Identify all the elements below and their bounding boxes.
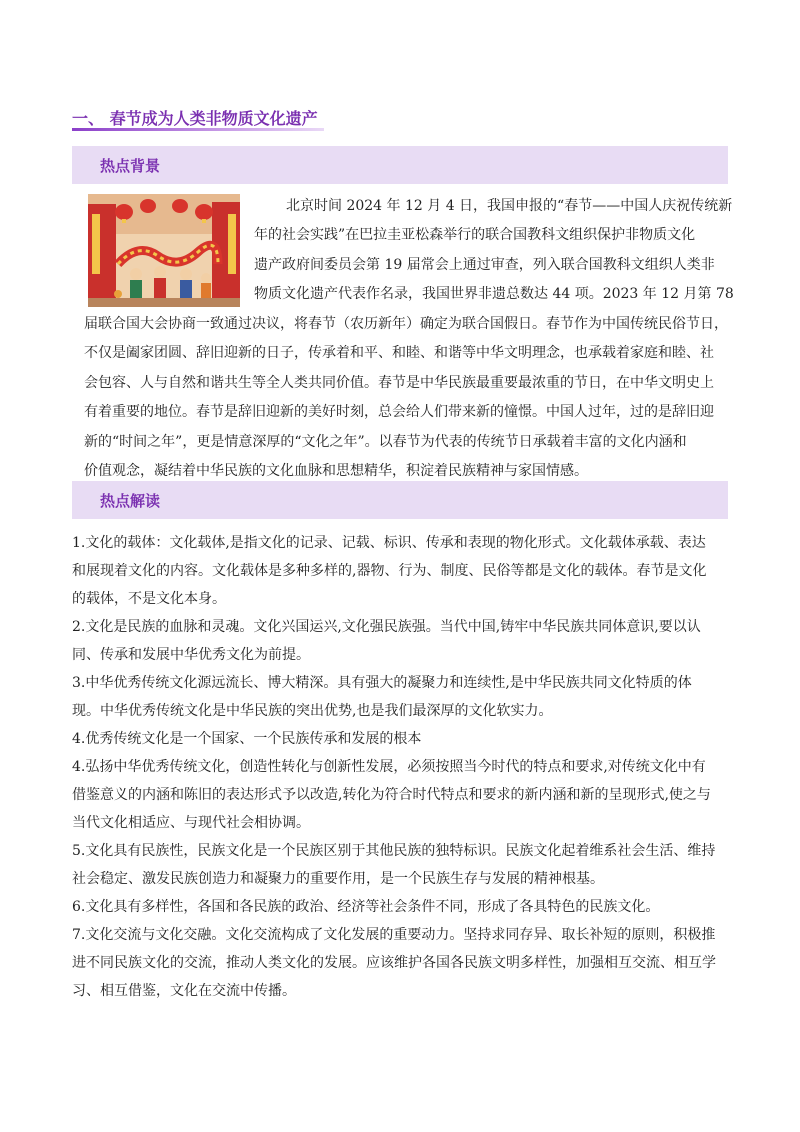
list-item-line: 3.中华优秀传统文化源远流长、博大精深。具有强大的凝聚力和连续性,是中华民族共同文化特质的体 bbox=[72, 675, 692, 691]
paragraph-line: 会包容、人与自然和谐共生等全人类共同价值。春节是中华民族最重要最浓重的节日，在中华文明史上 bbox=[84, 375, 714, 391]
section-title-underline bbox=[72, 128, 324, 131]
list-item-line: 社会稳定、激发民族创造力和凝聚力的重要作用，是一个民族生存与发展的精神根基。 bbox=[72, 871, 604, 887]
paragraph-line: 有着重要的地位。春节是辞旧迎新的美好时刻，总会给人们带来新的憧憬。中国人过年，过的是辞旧迎 bbox=[84, 404, 714, 420]
list-item-line: 的载体，不是文化本身。 bbox=[72, 591, 226, 607]
paragraph-line: 新的“时间之年”，更是情意深厚的“文化之年”。以春节为代表的传统节日承载着丰富的文化内涵和 bbox=[84, 434, 687, 450]
list-item-line: 7.文化交流与文化交融。文化交流构成了文化发展的重要动力。坚持求同存异、取长补短的原则，积极推 bbox=[72, 927, 716, 943]
spring-festival-illustration bbox=[88, 194, 240, 307]
paragraph-line: 不仅是阖家团圆、辞旧迎新的日子，传承着和平、和睦、和谐等中华文明理念，也承载着家庭和睦、社 bbox=[84, 345, 714, 361]
list-item-line: 借鉴意义的内涵和陈旧的表达形式予以改造,转化为符合时代特点和要求的新内涵和新的呈现形式,使之与 bbox=[72, 787, 711, 803]
interpretation-banner bbox=[72, 481, 728, 519]
list-item-line: 6.文化具有多样性，各国和各民族的政治、经济等社会条件不同，形成了各具特色的民族文化。 bbox=[72, 899, 660, 915]
section-heading bbox=[72, 104, 324, 130]
list-item-line: 和展现着文化的内容。文化载体是多种多样的,器物、行为、制度、民俗等都是文化的载体。春节是文化 bbox=[72, 563, 707, 579]
list-item-line: 当代文化相适应、与现代社会相协调。 bbox=[72, 815, 310, 831]
list-item-line: 2.文化是民族的血脉和灵魂。文化兴国运兴,文化强民族强。当代中国,铸牢中华民族共同体意识,要以认 bbox=[72, 619, 701, 635]
section-title-text: 一、 春节成为人类非物质文化遗产 bbox=[72, 109, 318, 128]
list-item-line: 1.文化的载体：文化载体,是指文化的记录、记载、标识、传承和表现的物化形式。文化载体承载、表达 bbox=[72, 535, 706, 551]
paragraph-line: 遗产政府间委员会第 19 届常会上通过审查，列入联合国教科文组织人类非 bbox=[254, 257, 715, 273]
paragraph-line: 届联合国大会协商一致通过决议，将春节（农历新年）确定为联合国假日。春节作为中国传统民俗节日， bbox=[84, 316, 728, 332]
list-item-line: 进不同民族文化的交流，推动人类文化的发展。应该维护各国各民族文明多样性，加强相互交流、相互学 bbox=[72, 955, 716, 971]
list-item-line: 4.优秀传统文化是一个国家、一个民族传承和发展的根本 bbox=[72, 731, 422, 747]
background-heading: 热点背景 bbox=[100, 157, 161, 175]
list-item-line: 习、相互借鉴，文化在交流中传播。 bbox=[72, 983, 296, 999]
list-item-line: 4.弘扬中华优秀传统文化，创造性转化与创新性发展，必须按照当今时代的特点和要求,对传统文化中有 bbox=[72, 759, 706, 775]
paragraph-line: 价值观念，凝结着中华民族的文化血脉和思想精华，积淀着民族精神与家国情感。 bbox=[84, 463, 588, 479]
paragraph-line: 年的社会实践”在巴拉圭亚松森举行的联合国教科文组织保护非物质文化 bbox=[254, 227, 696, 243]
list-item-line: 现。中华优秀传统文化是中华民族的突出优势,也是我们最深厚的文化软实力。 bbox=[72, 703, 553, 719]
list-item-line: 同、传承和发展中华优秀文化为前提。 bbox=[72, 647, 310, 663]
list-item-line: 5.文化具有民族性，民族文化是一个民族区别于其他民族的独特标识。民族文化起着维系社会生活、维持 bbox=[72, 843, 716, 859]
background-banner bbox=[72, 146, 728, 184]
paragraph-line: 物质文化遗产代表作名录，我国世界非遗总数达 44 项。2023 年 12 月第 78 bbox=[254, 286, 734, 302]
interpretation-heading: 热点解读 bbox=[100, 492, 161, 510]
paragraph-line: 北京时间 2024 年 12 月 4 日，我国申报的“春节——中国人庆祝传统新 bbox=[286, 198, 733, 214]
